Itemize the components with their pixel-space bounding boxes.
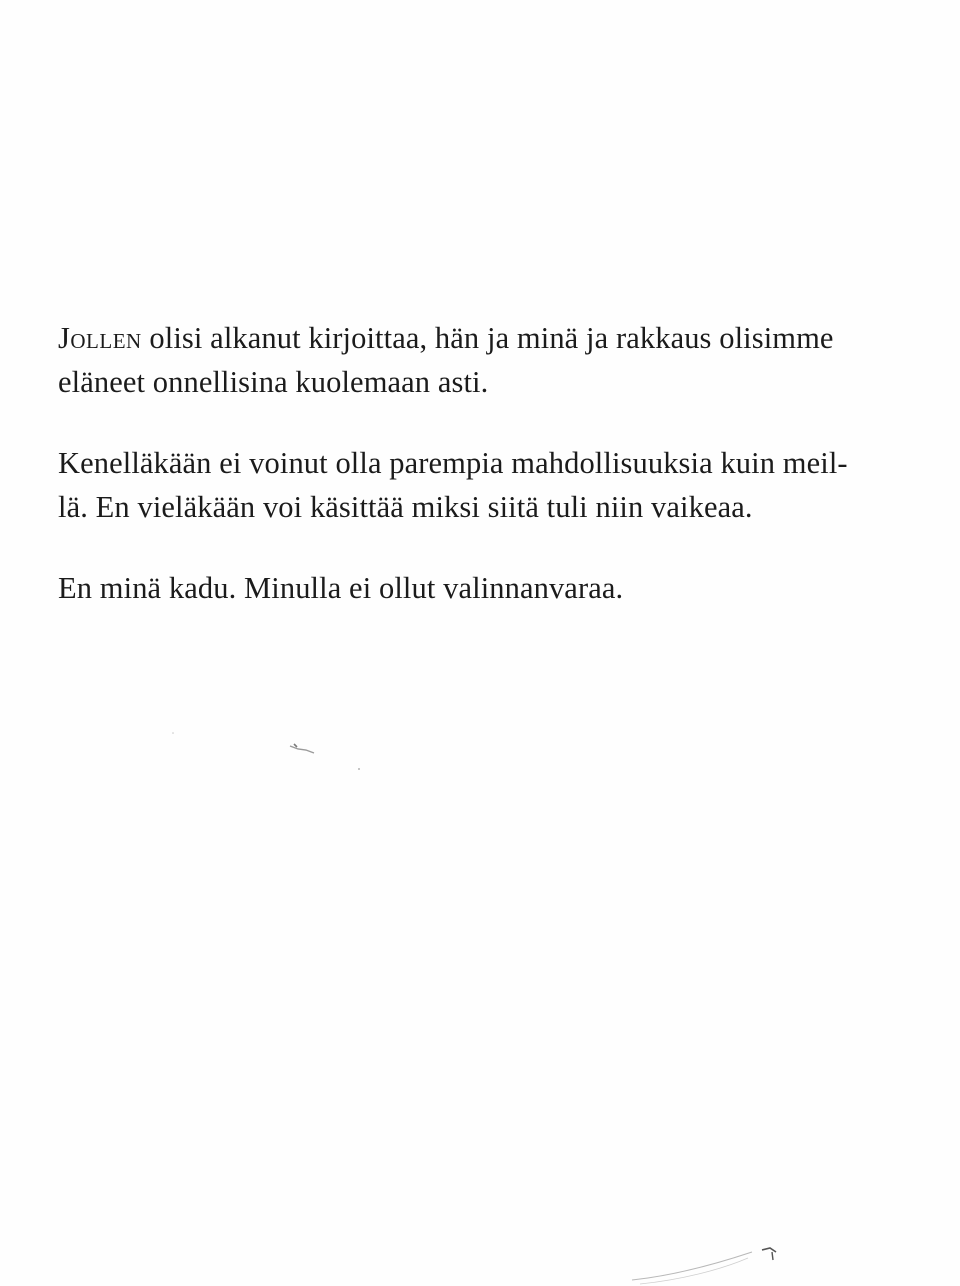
paragraph-1-line-2: eläneet onnellisina kuolemaan asti.	[58, 365, 489, 399]
paragraph-1-line-1-text: olisi alkanut kirjoittaa, hän ja minä ja rakkaus olisimme	[141, 321, 834, 355]
scan-dot-mark-2	[170, 730, 176, 736]
paragraph-2-line-1: Kenelläkään ei voinut olla parempia mahdollisuuksia kuin meil-	[58, 446, 848, 480]
paragraph-2-line-2: lä. En vieläkään voi käsittää miksi siitä tuli niin vaikeaa.	[58, 490, 753, 524]
page-text	[58, 316, 858, 610]
paragraph-1-line-1	[58, 316, 858, 360]
corner-pencil-stroke	[630, 1236, 790, 1286]
opening-word: Jollen	[58, 321, 142, 355]
scan-smudge-mark	[288, 740, 318, 756]
scan-dot-mark	[356, 766, 362, 772]
paragraph-3	[58, 566, 858, 610]
paragraph-2	[58, 441, 858, 529]
paragraph-3-line-1: En minä kadu. Minulla ei ollut valinnanvaraa.	[58, 571, 624, 605]
paragraph-1	[58, 316, 858, 404]
